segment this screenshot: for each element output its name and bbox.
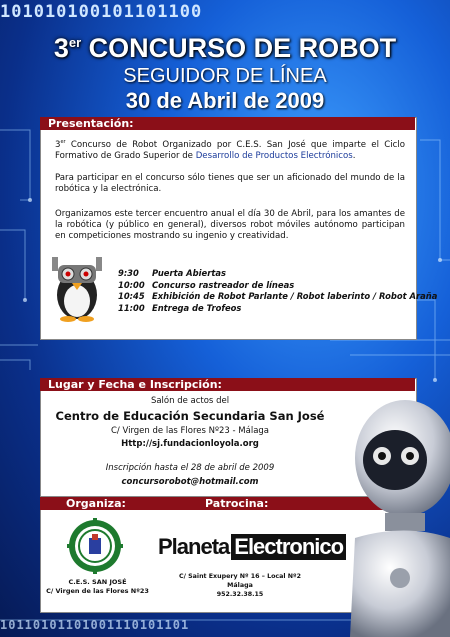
program-link[interactable]: Desarrollo de Productos Electrónicos [195,150,353,161]
organiza-heading: Organiza: [66,497,126,510]
page-subtitle: SEGUIDOR DE LÍNEA [123,65,327,87]
presentacion-paragraph-3: Organizamos este tercer encuentro anual el día 30 de Abril, para los amantes de la robótica (y público en general), diversos robot móviles autónomo participan en competiciones mostrando su ingenio y creatividad. [55,209,405,241]
patrocina-heading: Patrocina: [205,497,269,510]
presentacion-paragraph-1: 3er Concurso de Robot Organizado por C.E.S. San José que imparte el Ciclo Formativo de Grado Superior de Desarrollo de Productos Electrónicos. [55,139,405,161]
ces-san-jose-logo [67,518,123,574]
planeta-electronico-logo: Planeta Electronico [158,534,346,560]
binary-decoration-top: 101010100101101100 [0,2,203,22]
organiza-address: C/ Virgen de las Flores Nº23 [46,587,149,595]
patrocina-phone: 952.32.38.15 [216,591,264,598]
binary-decoration-bottom: 10110101101001110101101 [0,618,190,632]
venue-url[interactable]: Http://sj.fundacionloyola.org [121,439,259,449]
presentacion-paragraph-2: Para participar en el concurso sólo tienes que ser un aficionado del mundo de la robótica y la electrónica. [55,173,405,194]
patrocina-city: Málaga [227,582,253,589]
registration-deadline: Inscripción hasta el 28 de abril de 2009 [105,463,275,473]
venue-address: C/ Virgen de las Flores Nº23 - Málaga [110,426,270,436]
schedule-row: 11:00 Entrega de Trofeos [118,302,242,313]
schedule-row: 10:45 Exhibición de Robot Parlante / Robot laberinto / Robot Araña [118,291,438,301]
schedule-row: 9:30 Puerta Abiertas [118,268,226,278]
presentacion-heading: Presentación: [48,117,134,130]
lugar-heading: Lugar y Fecha e Inscripción: [48,378,222,391]
schedule-list [118,268,437,314]
robot-penguin-illustration [48,253,106,323]
organiza-name: C.E.S. SAN JOSÉ [68,578,127,586]
humanoid-robot-illustration [330,388,450,637]
schedule-row: 10:00 Concurso rastreador de líneas [118,279,295,290]
page-title: 3er CONCURSO DE ROBOT [53,33,397,63]
venue-intro: Salón de actos del [150,396,230,406]
event-date: 30 de Abril de 2009 [125,88,325,113]
venue-name: Centro de Educación Secundaria San José [55,409,325,423]
contact-email[interactable]: concursorobot@hotmail.com [121,477,259,487]
patrocina-address: C/ Saint Exupery Nº 16 – Local Nº2 [179,573,301,580]
